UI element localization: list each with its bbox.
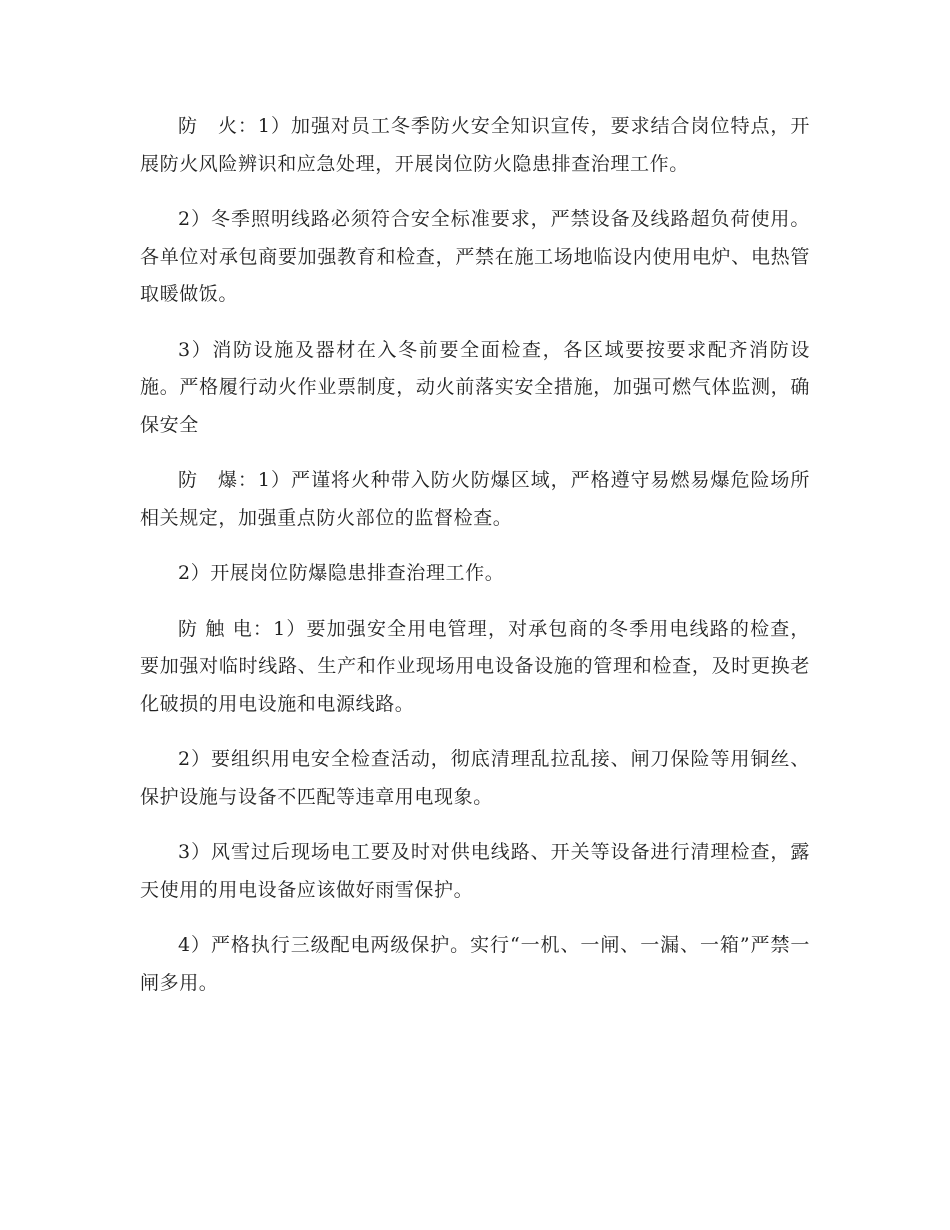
paragraph-electric-shock-prevention-4 bbox=[140, 927, 810, 1002]
section-lead-fire: 防 火： bbox=[178, 115, 258, 137]
section-lead-explosion: 防 爆： bbox=[178, 469, 258, 491]
paragraph-text: 1）要加强安全用电管理，对承包商的冬季用电线路的检查，要加强对临时线路、生产和作业现场用电设备设施的管理和检查，及时更换老化破损的用电设施和电源线路。 bbox=[140, 617, 810, 715]
section-lead-electric-shock: 防 触 电： bbox=[178, 617, 274, 640]
paragraph-fire-prevention-2 bbox=[140, 201, 810, 314]
paragraph-fire-prevention-3 bbox=[140, 332, 810, 445]
paragraph-electric-shock-prevention-2 bbox=[140, 741, 810, 816]
paragraph-explosion-prevention-1 bbox=[140, 462, 810, 537]
paragraph-text: 1）加强对员工冬季防火安全知识宣传，要求结合岗位特点，开展防火风险辨识和应急处理，开展岗位防火隐患排查治理工作。 bbox=[140, 115, 811, 175]
paragraph-electric-shock-prevention-3 bbox=[140, 834, 810, 909]
document-page bbox=[140, 108, 810, 1002]
paragraph-electric-shock-prevention-1 bbox=[140, 611, 810, 724]
paragraph-text: 2）要组织用电安全检查活动，彻底清理乱拉乱接、闸刀保险等用铜丝、保护设施与设备不匹配等违章用电现象。 bbox=[140, 748, 810, 808]
paragraph-explosion-prevention-2 bbox=[140, 555, 810, 593]
paragraph-text: 3）风雪过后现场电工要及时对供电线路、开关等设备进行清理检查，露天使用的用电设备应该做好雨雪保护。 bbox=[140, 841, 810, 901]
paragraph-text: 4）严格执行三级配电两级保护。实行“一机、一闸、一漏、一箱”严禁一闸多用。 bbox=[140, 934, 810, 994]
paragraph-text: 2）开展岗位防爆隐患排查治理工作。 bbox=[178, 562, 505, 584]
paragraph-text: 1）严谨将火种带入防火防爆区域，严格遵守易燃易爆危险场所相关规定，加强重点防火部位的监督检查。 bbox=[140, 469, 811, 529]
paragraph-text: 3）消防设施及器材在入冬前要全面检查，各区域要按要求配齐消防设施。严格履行动火作业票制度，动火前落实安全措施，加强可燃气体监测，确保安全 bbox=[140, 338, 810, 436]
paragraph-text: 2）冬季照明线路必须符合安全标准要求，严禁设备及线路超负荷使用。各单位对承包商要加强教育和检查，严禁在施工场地临设内使用电炉、电热管取暖做饭。 bbox=[140, 208, 810, 305]
paragraph-fire-prevention-1 bbox=[140, 108, 810, 183]
